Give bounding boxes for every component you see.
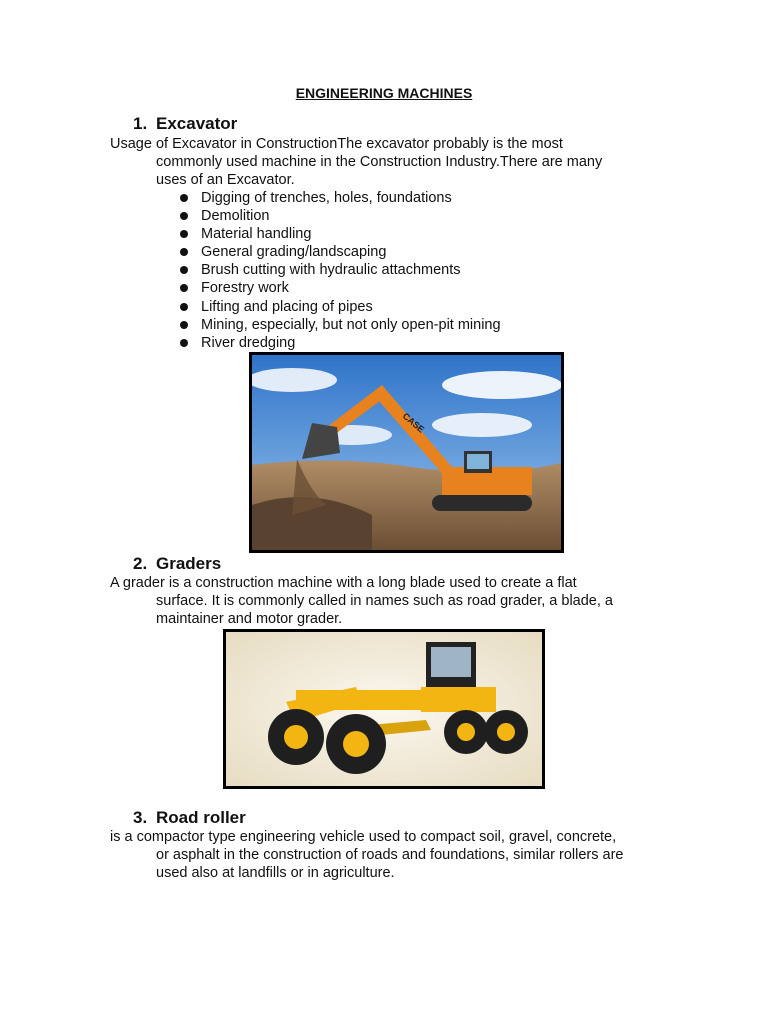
list-item: Demolition [178,207,501,225]
page-title: ENGINEERING MACHINES [295,85,473,101]
bullet-icon [180,212,188,220]
paragraph-line: used also at landfills or in agriculture. [156,865,395,881]
bullet-icon [180,248,188,256]
list-item: Brush cutting with hydraulic attachments [178,261,501,279]
excavator-illustration [252,355,561,550]
list-item: Mining, especially, but not only open-pit mining [178,316,501,334]
paragraph-line: or asphalt in the construction of roads and foundations, similar rollers are [156,847,624,863]
graders-paragraph [110,574,670,628]
list-item: River dredging [178,334,501,352]
paragraph-line: commonly used machine in the Construction Industry.There are many [156,154,603,170]
section-heading-road-roller [133,808,246,828]
paragraph-line: surface. It is commonly called in names such as road grader, a blade, a [156,593,613,609]
grader-photo [223,629,545,789]
paragraph-line: maintainer and motor grader. [156,611,343,627]
section-heading-excavator [133,114,237,134]
paragraph-line: uses of an Excavator. [156,172,295,188]
section-heading-graders [133,554,221,574]
excavator-photo [249,352,564,553]
excavator-paragraph [110,135,670,189]
bullet-icon [180,339,188,347]
paragraph-line: is a compactor type engineering vehicle used to compact soil, gravel, concrete, [110,829,617,845]
bullet-icon [180,303,188,311]
section-number: 3. [133,808,148,827]
paragraph-line: Usage of Excavator in ConstructionThe excavator probably is the most [110,136,563,152]
section-title: Excavator [156,114,238,133]
bullet-icon [180,266,188,274]
list-item: Digging of trenches, holes, foundations [178,189,501,207]
section-number: 1. [133,114,148,133]
bullet-icon [180,284,188,292]
excavator-uses-list [178,189,501,352]
bullet-icon [180,230,188,238]
bullet-icon [180,194,188,202]
road-roller-paragraph [110,828,670,882]
grader-illustration [226,632,542,786]
list-item: Lifting and placing of pipes [178,298,501,316]
brand-label: CASE [400,410,427,435]
section-title: Road roller [156,808,246,827]
section-number: 2. [133,554,148,573]
section-title: Graders [156,554,222,573]
list-item: Material handling [178,225,501,243]
paragraph-line: A grader is a construction machine with a long blade used to create a flat [110,575,577,591]
list-item: Forestry work [178,279,501,297]
bullet-icon [180,321,188,329]
list-item: General grading/landscaping [178,243,501,261]
